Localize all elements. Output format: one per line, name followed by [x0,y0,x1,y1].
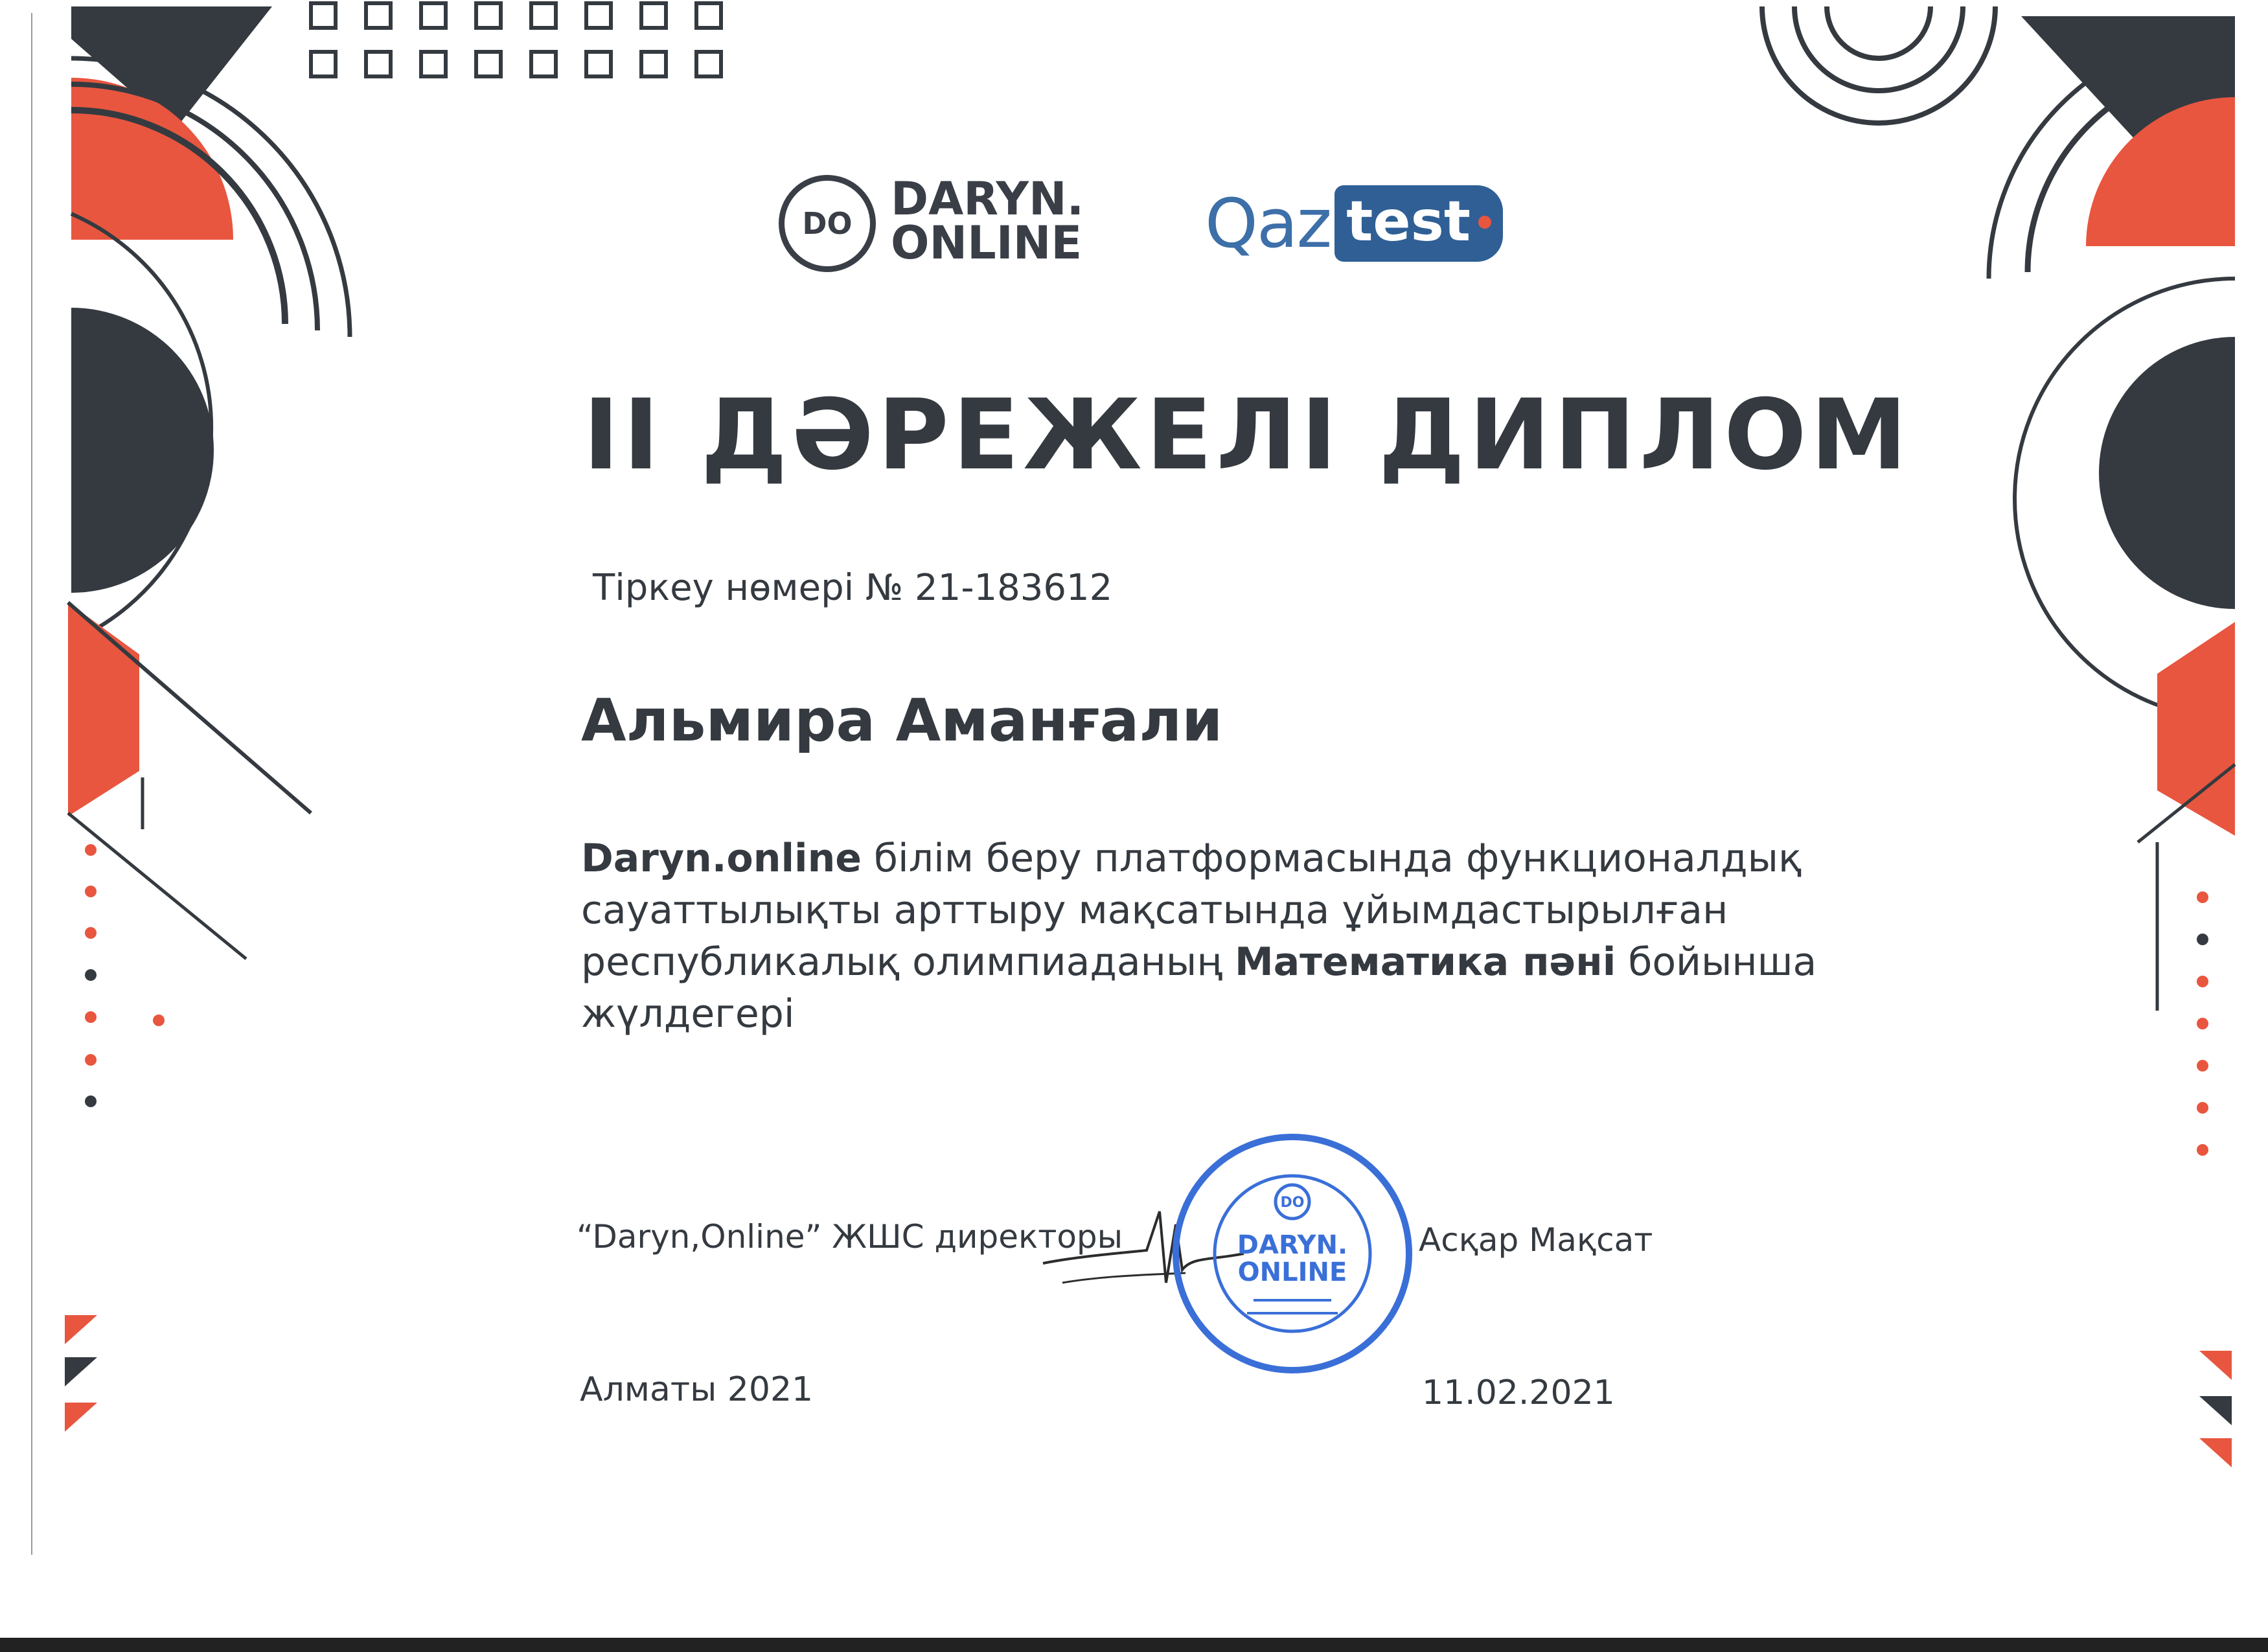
body-text-part2: білім беру платформасында функционалдық сауаттылықты арттыру мақсатында ұйымдастырылған республикалық олимпиаданың [581,836,1802,985]
top-squares-decoration [311,3,721,76]
left-decoration [65,6,350,1432]
daryn-name-line1: DARYN. [891,172,1084,225]
stamp-center-line1: DARYN. [1237,1230,1348,1260]
qaztest-logo-part2-pill [1334,185,1503,262]
diploma-body-text [581,832,1954,1040]
body-subject: Математика пәні [1234,939,1616,985]
stamp-badge: DO [1280,1195,1305,1211]
registration-number: Тіркеу нөмері № 21-183612 [593,567,1113,609]
qaztest-logo-part2: test [1346,189,1471,254]
recipient-name: Альмира Аманғали [581,687,1223,755]
organization-stamp [1169,1130,1415,1377]
qaztest-dot-icon [1478,216,1491,229]
qaztest-logo [1205,185,1503,262]
issue-date: 11.02.2021 [1422,1373,1615,1412]
daryn-badge-text: DO [802,206,853,241]
director-label: “Daryn,Online” ЖШС директоры [577,1218,1123,1256]
daryn-online-logo-text [891,172,1084,270]
qaztest-logo-part1: Qaz [1205,184,1331,263]
daryn-online-logo-icon [779,175,876,272]
header-logos [771,165,1516,288]
body-text-part4: бойынша жүлдегері [581,939,1817,1037]
body-platform-name: Daryn.online [581,836,862,881]
city-year: Алматы 2021 [580,1370,814,1409]
signer-name: Асқар Мақсат [1419,1221,1653,1259]
diploma-title: II ДӘРЕЖЕЛІ ДИПЛОМ [583,379,1911,492]
stamp-center-line2: ONLINE [1237,1257,1347,1287]
daryn-name-line2: ONLINE [891,216,1082,270]
right-decoration [1762,6,2235,1467]
